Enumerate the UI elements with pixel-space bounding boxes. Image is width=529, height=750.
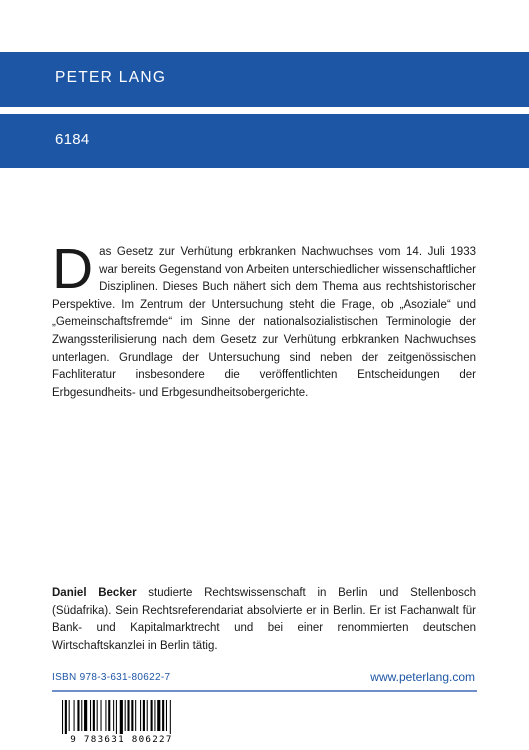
publisher-name: PETER LANG — [55, 69, 167, 86]
barcode-bar — [151, 700, 153, 731]
barcode-bar — [170, 700, 171, 734]
barcode-bar — [116, 700, 117, 734]
barcode-bars — [54, 700, 189, 734]
barcode-bar — [157, 700, 160, 731]
barcode-bar — [101, 700, 102, 731]
barcode-bar — [90, 700, 91, 731]
barcode-bar — [113, 700, 114, 731]
barcode-bar — [135, 700, 136, 731]
series-band — [0, 114, 529, 168]
barcode-bar — [166, 700, 167, 731]
barcode-bar — [140, 700, 141, 731]
barcode-bar — [81, 700, 82, 731]
barcode-bar — [162, 700, 164, 731]
description-text: as Gesetz zur Verhütung erbkranken Nachwuchses vom 14. Juli 1933 war bereits Gegenstand von Arbeiten unterschiedlicher wissenschaftlicher Disziplinen. Dieses Buch nähert sich dem Thema aus rechtshistorischer Perspektive. Im Zentrum der Untersuchung steht die Frage, ob „Asoziale“ und „Gemeinschaftsfremde“ im Sinne der nationalsozialistischen Terminologie der Zwangssterilisierung nach dem Gesetz zur Verhütung erbkranken Nachwuchses unterlagen. Grundlage der Untersuchung sind neben der zeitgenössischen Fachliteratur insbesondere die veröffentlichten Entscheidungen der Erbgesundheits- und Erbgesundheitsobergerichte. — [52, 246, 476, 399]
barcode-bar — [127, 700, 129, 731]
barcode-bar — [143, 700, 145, 731]
barcode-bar — [125, 700, 126, 731]
barcode-bar — [77, 700, 79, 731]
barcode-bar — [62, 700, 63, 734]
publisher-website-link[interactable]: www.peterlang.com — [370, 670, 475, 684]
publisher-band — [0, 52, 529, 107]
barcode-digits: 9 783631 806227 — [70, 734, 173, 745]
author-name: Daniel Becker — [52, 587, 137, 599]
barcode-bar — [65, 700, 67, 734]
barcode-bar — [105, 700, 106, 731]
isbn-label: ISBN 978-3-631-80622-7 — [52, 672, 171, 683]
barcode-bar — [74, 700, 75, 731]
author-bio — [52, 585, 476, 655]
barcode-bar — [69, 700, 70, 731]
barcode-bar — [120, 700, 123, 734]
author-bio-text: studierte Rechtswissenschaft in Berlin und Stellenbosch (Südafrika). Sein Rechtsreferendariat absolvierte er in Berlin. Er ist Fachanwalt für Bank- und Kapitalmarktrecht und bei einer renommierten deutschen Wirtschaftskanzlei in Berlin tätig. — [52, 587, 476, 652]
barcode-bar — [131, 700, 133, 731]
barcode-bar — [84, 700, 87, 731]
drop-cap: D — [52, 237, 94, 301]
barcode-bar — [97, 700, 98, 731]
barcode-bar — [93, 700, 95, 731]
barcode-bar — [108, 700, 110, 731]
barcode-bar — [154, 700, 155, 731]
barcode-bar — [147, 700, 148, 731]
isbn-barcode — [54, 700, 189, 744]
series-number: 6184 — [55, 131, 90, 148]
footer-divider — [52, 690, 477, 692]
book-description — [52, 237, 476, 402]
